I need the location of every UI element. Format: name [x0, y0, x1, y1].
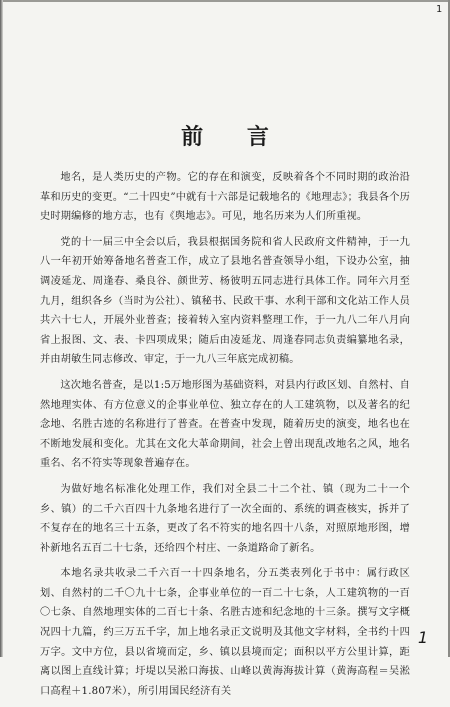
page-number: 1	[417, 628, 428, 647]
page-edge-left	[0, 0, 3, 657]
corner-mark: 1	[435, 4, 442, 15]
paragraph: 这次地名普查，是以1:5万地形图为基础资料，对县内行政区划、自然村、自然地理实体、有方位意义的企事业单位、独立存在的人工建筑物，以及著名的纪念地、名胜古迹的名称进行了普查。在普查中发现，随着历史的演变，地名也在不断地发展和变化。尤其在文化大革命期间，社会上曾出现乱改地名之风，地名重名、名不符实等现象普遍存在。	[40, 379, 410, 470]
paragraph: 为做好地名标准化处理工作，我们对全县二十二个社、镇（现为二十一个乡、镇）的二千六百四十九条地名进行了一次全面的、系统的调查核实，拆并了不复存在的地名三十五条，更改了名不符实的地名四十八条，对照原地形图，增补新地名五百二十七条，还给四个村庄、一条道路命了新名。	[40, 483, 410, 554]
page-edge-top	[0, 0, 450, 2]
paragraph: 地名，是人类历史的产物。它的存在和演变，反映着各个不同时期的政治沿革和历史的变更。“二十四史”中就有十六部是记载地名的《地理志》；我县各个历史时期编修的地方志，也有《舆地志》。可见，地名历来为人们所重视。	[40, 172, 410, 223]
paragraph: 本地名录共收录二千六百一十四条地名，分五类表列化于书中：属行政区划、自然村的二千〇九十七条，企事业单位的一百二十七条，人工建筑物的一百〇七条、自然地理实体的二百七十条、名胜古迹和纪念地的十三条。撰写文字概况四十九篇，约三万五千字，加上地名录正文说明及其他文字材料，全书约十四万字。文中方位，县以省境而定，乡、镇以县境而定；面积以平方公里计算，距离以图上直线计算；圩堤以吴淞口海拔、山峰以黄海海拔计算（黄海高程＝吴淞口高程＋1.807米），所引用国民经济有关	[40, 568, 410, 697]
page-title: 前 言	[181, 125, 287, 150]
body-text	[40, 168, 410, 707]
paragraph: 党的十一届三中全会以后，我县根据国务院和省人民政府文件精神，于一九八一年初开始筹备地名普查工作，成立了县地名普查领导小组，下设办公室，抽调凌延龙、周逢春、桑良谷、颜世芳、杨彼明五同志进行具体工作。同年六月至九月，组织各乡（当时为公社）、镇秘书、民政干事、水利干部和文化站工作人员共六十七人，开展外业普查；接着转入室内资料整理工作，于一九八二年八月向省上报图、文、表、卡四项成果；随后由凌延龙、周逢春同志负责编纂地名录，并由胡敏生同志修改、审定，于一九八三年底完成初稿。	[40, 236, 410, 366]
